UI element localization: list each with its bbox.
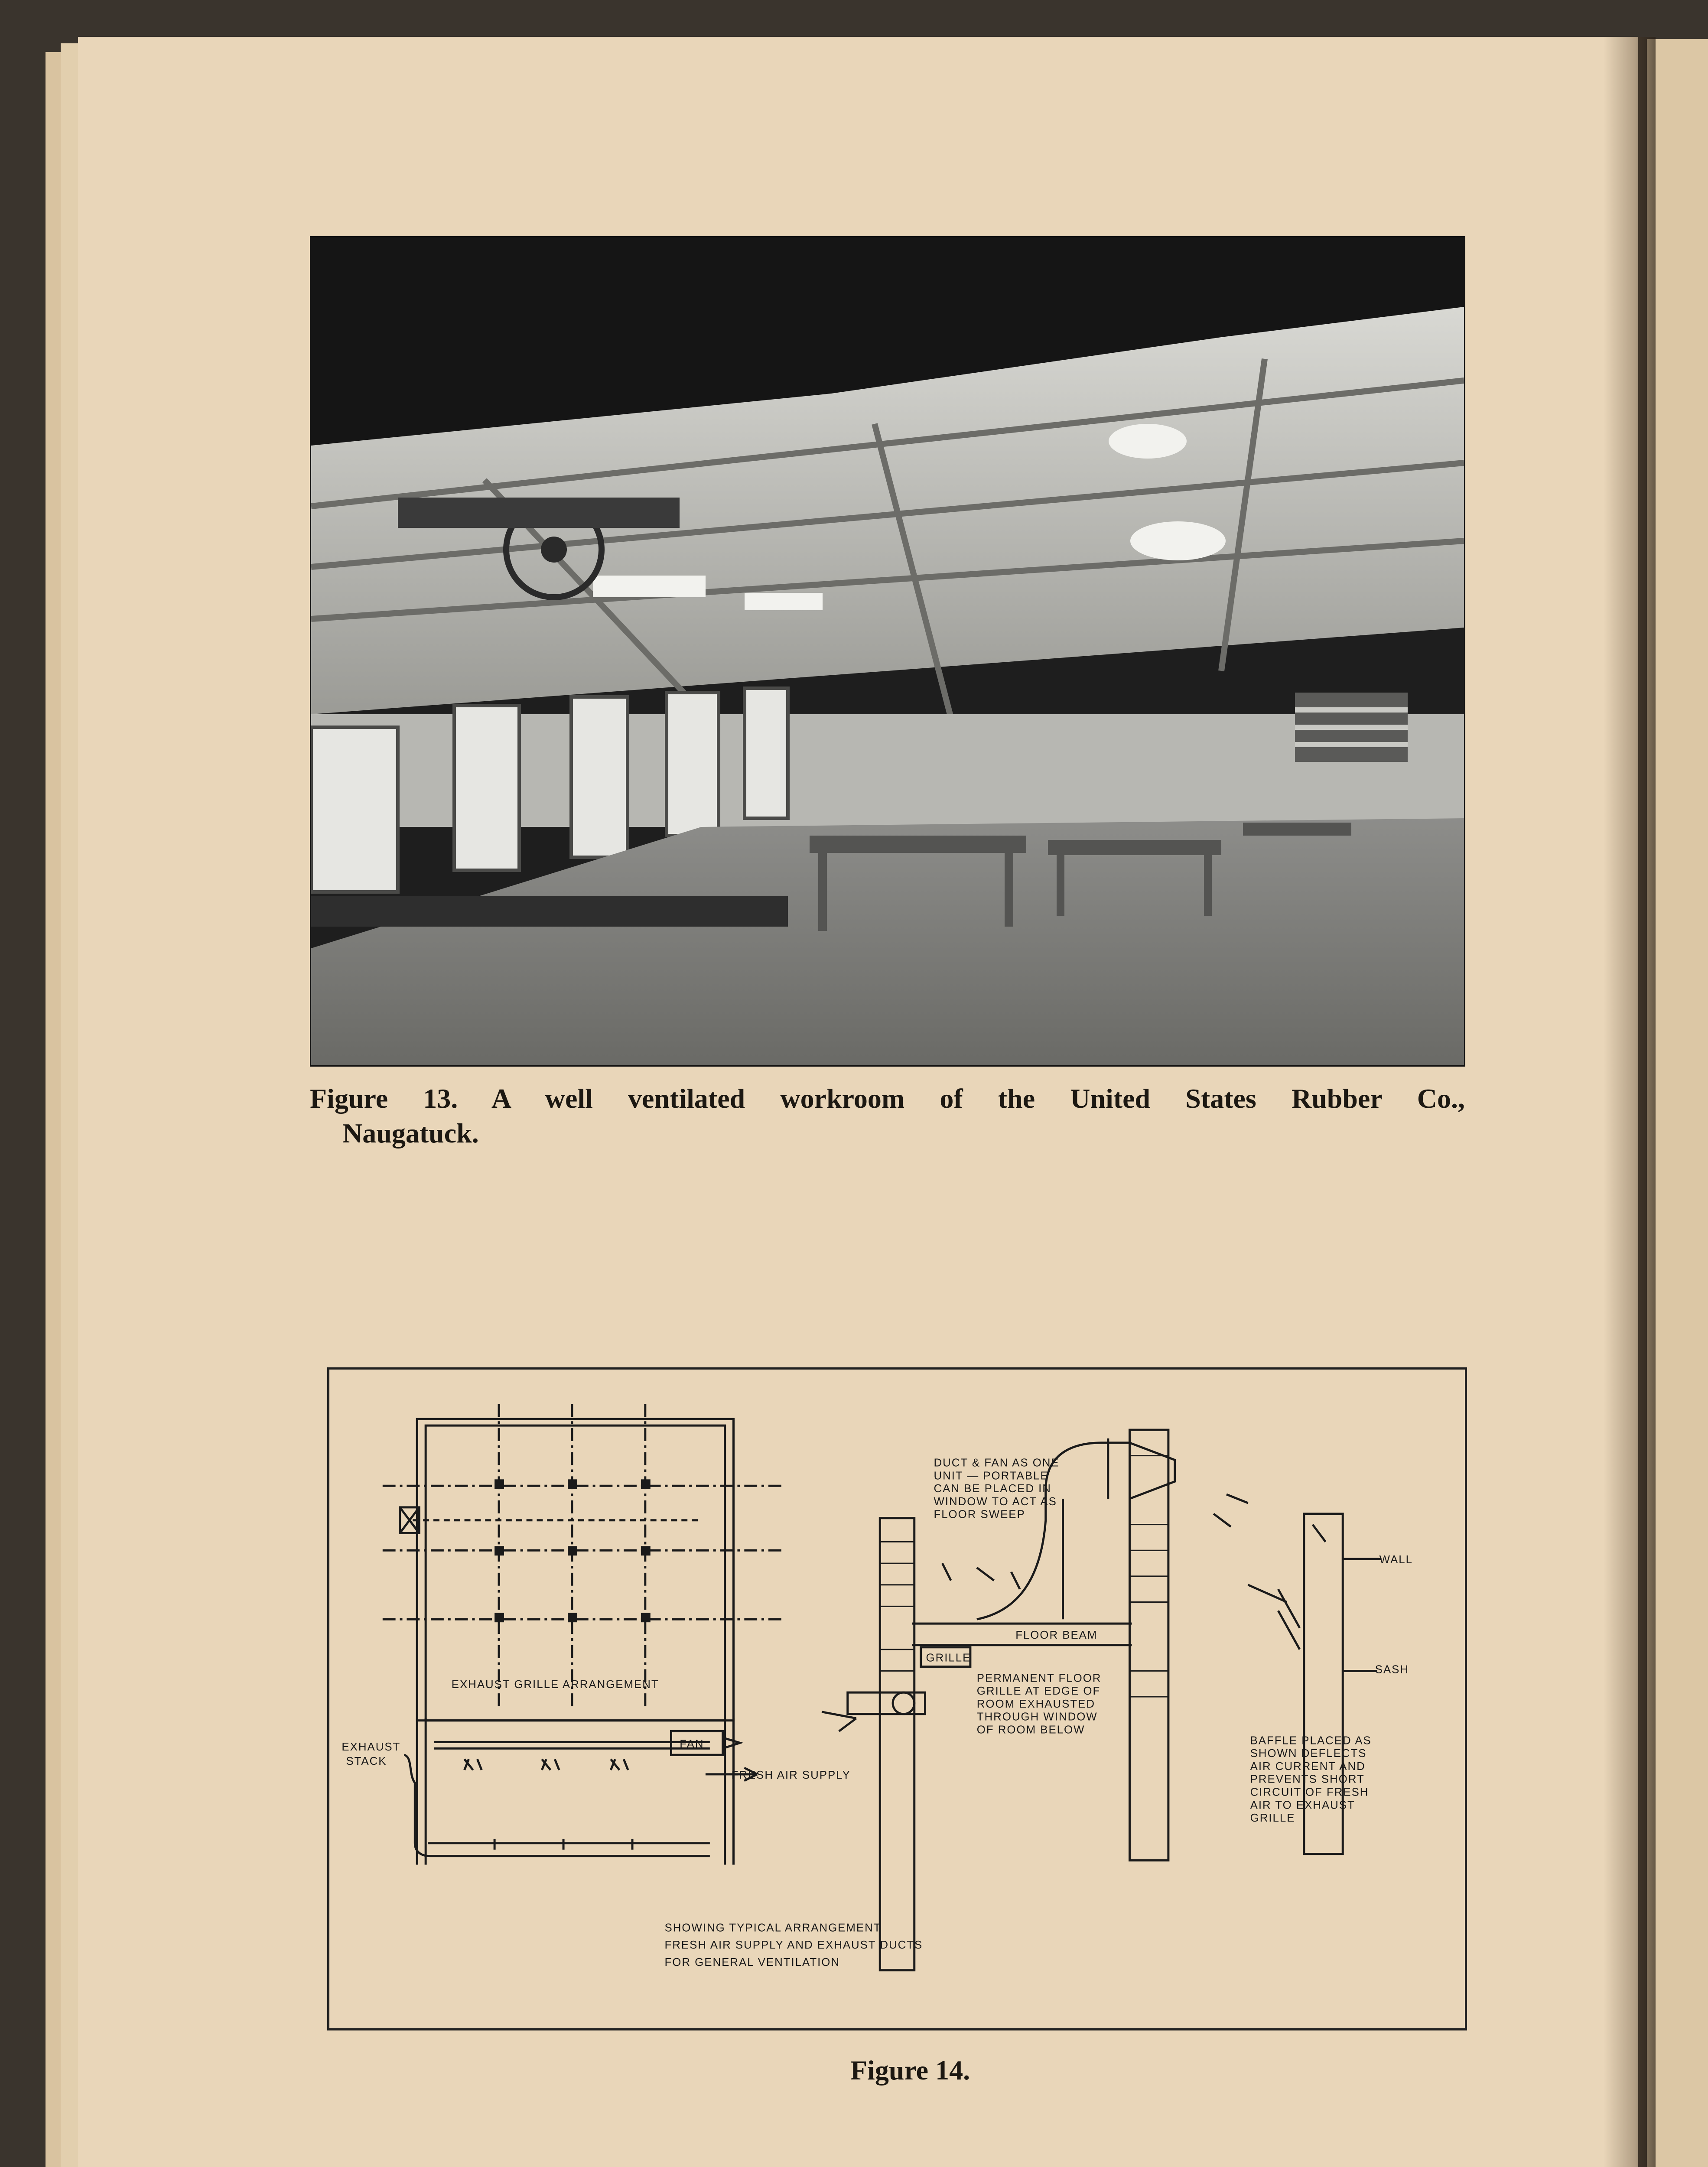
label-wall: WALL [1379,1554,1413,1566]
label-baffle-6: AIR TO EXHAUST [1250,1799,1355,1812]
figure-14-caption: Figure 14. [850,2055,970,2086]
label-baffle-5: CIRCUIT OF FRESH [1250,1786,1369,1799]
label-showing-3: FOR GENERAL VENTILATION [664,1956,840,1969]
ventilation-diagram [327,1367,1467,2030]
label-exhaust-stack-2: STACK [346,1755,387,1767]
ventilation-diagram-drawing [329,1370,1465,2028]
label-exhaust-grille-arrangement: EXHAUST GRILLE ARRANGEMENT [451,1679,659,1691]
label-baffle-2: SHOWN DEFLECTS [1250,1747,1367,1760]
label-perm-1: PERMANENT FLOOR [976,1672,1102,1685]
label-fresh-air-supply: FRESH AIR SUPPLY [731,1769,851,1781]
label-baffle-7: GRILLE [1250,1812,1295,1825]
label-perm-4: THROUGH WINDOW [976,1711,1098,1723]
label-duct-fan-1: DUCT & FAN AS ONE [934,1457,1060,1469]
workroom-photo-illustration [311,238,1464,1065]
label-baffle-4: PREVENTS SHORT [1250,1773,1365,1786]
label-duct-fan-3: CAN BE PLACED IN [934,1483,1051,1495]
label-exhaust-stack-1: EXHAUST [342,1741,401,1754]
label-perm-3: ROOM EXHAUSTED [976,1698,1096,1710]
label-showing-1: SHOWING TYPICAL ARRANGEMENT [664,1922,882,1934]
label-floor-beam: FLOOR BEAM [1015,1629,1098,1641]
label-perm-5: OF ROOM BELOW [976,1724,1085,1736]
label-grille: GRILLE [926,1652,971,1664]
label-sash: SASH [1375,1663,1409,1676]
figure-13-caption: Figure 13. A well ventilated workroom of the United States Rubber Co., [310,1083,1465,1114]
label-showing-2: FRESH AIR SUPPLY AND EXHAUST DUCTS [664,1939,923,1952]
facing-page-edge [1647,39,1708,2167]
figure-13-caption-continued: Naugatuck. [342,1118,479,1149]
label-duct-fan-2: UNIT — PORTABLE [934,1470,1049,1482]
label-fan: FAN [680,1738,704,1751]
label-baffle-1: BAFFLE PLACED AS [1250,1734,1372,1747]
spine-shadow [1604,37,1656,2167]
workroom-photograph [310,236,1465,1067]
label-duct-fan-4: WINDOW TO ACT AS [934,1495,1057,1508]
label-baffle-3: AIR CURRENT AND [1250,1760,1366,1773]
label-duct-fan-5: FLOOR SWEEP [934,1508,1025,1521]
label-perm-2: GRILLE AT EDGE OF [976,1685,1101,1698]
